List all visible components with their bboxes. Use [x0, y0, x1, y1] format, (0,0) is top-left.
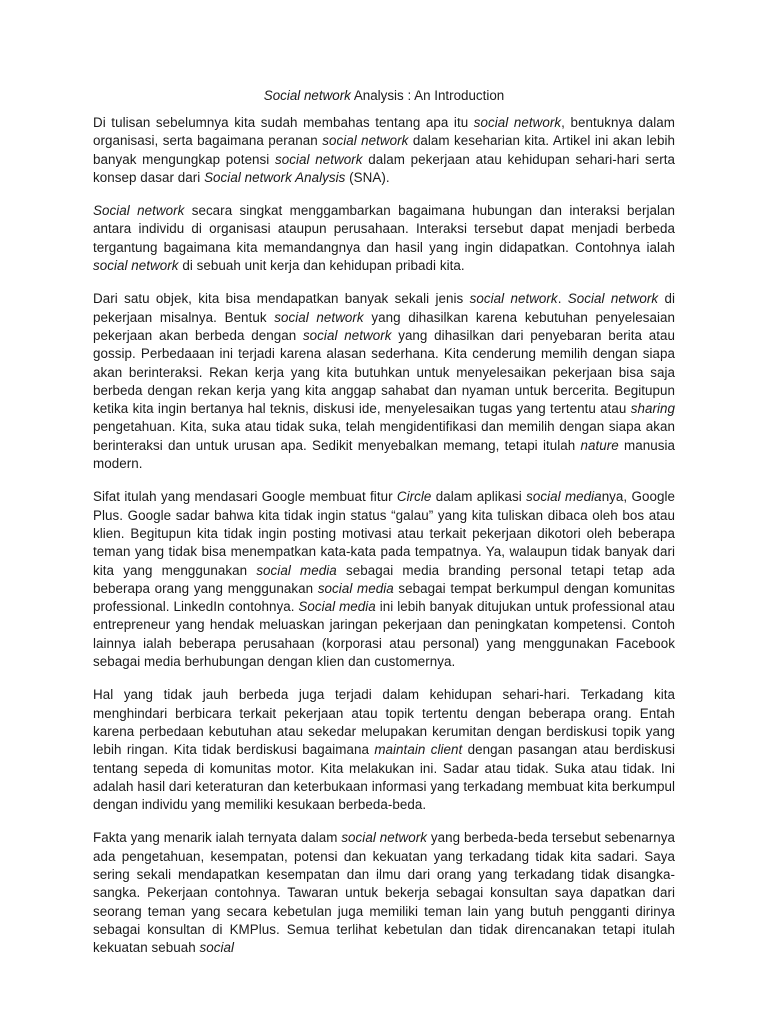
text-run: di pekerjaan misalnya. Bentuk — [93, 291, 675, 325]
text-run: dalam keseharian kita. Artikel ini akan lebih banyak mengungkap potensi — [93, 133, 676, 167]
italic-text: Circle — [396, 489, 432, 505]
italic-text: Social network — [93, 203, 185, 219]
italic-text: social media — [317, 580, 394, 596]
italic-text: social network — [341, 830, 427, 846]
paragraph-1 — [93, 114, 675, 187]
text-run: yang dihasilkan karena kebutuhan penyelesaian pekerjaan akan berbeda dengan — [93, 309, 675, 343]
text-run: dalam pekerjaan atau kehidupan sehari-hari serta konsep dasar dari — [93, 151, 675, 185]
italic-text: maintain client — [374, 742, 463, 758]
text-run: yang berbeda-beda tersebut sebenarnya ada pengetahuan, kesempatan, potensi dan kekuatan yang terkadang tidak kita sadari. Saya sering sekali mendapatkan kesempatan dan ilmu dari orang yang terkadang tidak disangka-sangka. Pekerjaan contohnya. Tawaran untuk bekerja sebagai konsultan saya dapatkan dari seorang teman yang secara kebetulan juga memiliki teman lain yang butuh pengganti dirinya sebagai konsultan di KMPlus. Semua terlihat kebetulan dan tidak direncanakan tetapi itulah kekuatan sebuah — [93, 830, 675, 956]
paragraph-6 — [93, 829, 675, 957]
text-run: pengetahuan. Kita, suka atau tidak suka, telah mengidentifikasi dan memilih dengan siapa akan berinteraksi dan untuk urusan apa. Sedikit menyebalkan memang, tetapi itulah — [93, 419, 675, 453]
text-run: Dari satu objek, kita bisa mendapatkan banyak sekali jenis — [93, 291, 470, 307]
text-run: ini lebih banyak ditujukan untuk professional atau entrepreneur yang hendak meluaskan jaringan pekerjaan dan peningkatan kompetensi. Contoh lainnya ialah beberapa perusahaan (korporasi atau personal) yang menggunakan Facebook sebagai media berhubungan dengan klien dan customernya. — [93, 599, 675, 670]
text-run: sebagai tempat berkumpul dengan komunitas professional. LinkedIn contohnya. — [93, 580, 675, 615]
text-run: Sifat itulah yang mendasari Google membuat fitur — [93, 489, 397, 505]
italic-text: sharing — [630, 401, 675, 417]
italic-text: social media — [256, 562, 337, 578]
text-run: yang dihasilkan dari penyebaran berita atau gossip. Perbedaaan ini terjadi karena alasan sederhana. Kita cenderung memilih dengan siapa akan berinteraksi. Rekan kerja yang kita butuhkan untuk menyelesaikan pekerjaan bisa saja berbeda dengan rekan kerja yang kita anggap sahabat dan nyaman untuk bercerita. Begitupun ketika kita ingin bertanya hal teknis, diskusi ide, menyelesaikan tugas yang tertentu atau — [93, 327, 675, 417]
italic-text: social network — [275, 151, 363, 167]
italic-text: Social network Analysis — [204, 169, 346, 185]
paragraph-3 — [93, 290, 675, 473]
italic-text: social network — [469, 291, 558, 307]
paragraph-2 — [93, 202, 675, 275]
italic-text: nature — [580, 437, 619, 453]
text-run: Hal yang tidak jauh berbeda juga terjadi dalam kehidupan sehari-hari. Terkadang kita menghindari berbicara terkait pekerjaan atau topik tertentu dengan beberapa orang. Entah karena perbedaan kebutuhan atau sekedar melupakan kerumitan dengan berdiskusi topik yang lebih ringan. Kita tidak berdiskusi bagaimana — [93, 687, 675, 758]
text-run: (SNA). — [345, 169, 390, 185]
italic-text: Social network — [263, 88, 351, 103]
italic-text: Social media — [298, 599, 376, 615]
italic-text: Social network — [567, 291, 659, 307]
text-run: secara singkat menggambarkan bagaimana hubungan dan interaksi berjalan antara individu di organisasi ataupun perusahaan. Interaksi tersebut dapat menjadi berbeda tergantung bagaimana kita memandangnya dan hasil yang ingin didapatkan. Contohnya ialah — [93, 203, 676, 255]
text-run: dengan pasangan atau berdiskusi tentang sepeda di komunitas motor. Kita melakukan ini. Sadar atau tidak. Suka atau tidak. Ini adalah hasil dari keteraturan dan keterbukaan informasi yang terkadang membuat kita berkumpul dengan individu yang memiliki kesukaan berbeda-beda. — [93, 742, 675, 813]
text-run: di sebuah unit kerja dan kehidupan pribadi kita. — [178, 258, 465, 274]
text-run: Analysis : An Introduction — [350, 88, 505, 103]
italic-text: social network — [274, 309, 364, 325]
text-run: manusia modern. — [93, 437, 676, 472]
italic-text: social — [199, 940, 235, 956]
italic-text: social network — [322, 133, 409, 149]
italic-text: social network — [473, 115, 562, 130]
italic-text: social network — [93, 258, 179, 274]
text-run: dalam aplikasi — [431, 489, 527, 505]
document-title — [93, 86, 675, 106]
text-run: . — [557, 291, 568, 307]
italic-text: social media — [526, 489, 602, 505]
document-page — [93, 86, 675, 972]
text-run: sebagai media branding personal tetapi tetap ada beberapa orang yang menggunakan — [93, 562, 676, 596]
paragraph-4 — [93, 488, 675, 671]
text-run: nya, Google Plus. Google sadar bahwa kita tidak ingin status “galau” yang kita tuliskan dibaca oleh bos atau klien. Begitupun kita tidak ingin posting motivasi atau terkait pekerjaan dikotori oleh beberapa teman yang tidak bisa menempatkan kata-kata pada tempatnya. Ya, walaupun tidak banyak dari kita yang menggunakan — [93, 489, 675, 578]
text-run: Fakta yang menarik ialah ternyata dalam — [93, 830, 342, 846]
text-run: , bentuknya dalam organisasi, serta bagaimana peranan — [93, 115, 676, 149]
text-run: Di tulisan sebelumnya kita sudah membahas tentang apa itu — [93, 115, 474, 130]
italic-text: social network — [302, 327, 392, 343]
paragraph-5 — [93, 686, 675, 814]
